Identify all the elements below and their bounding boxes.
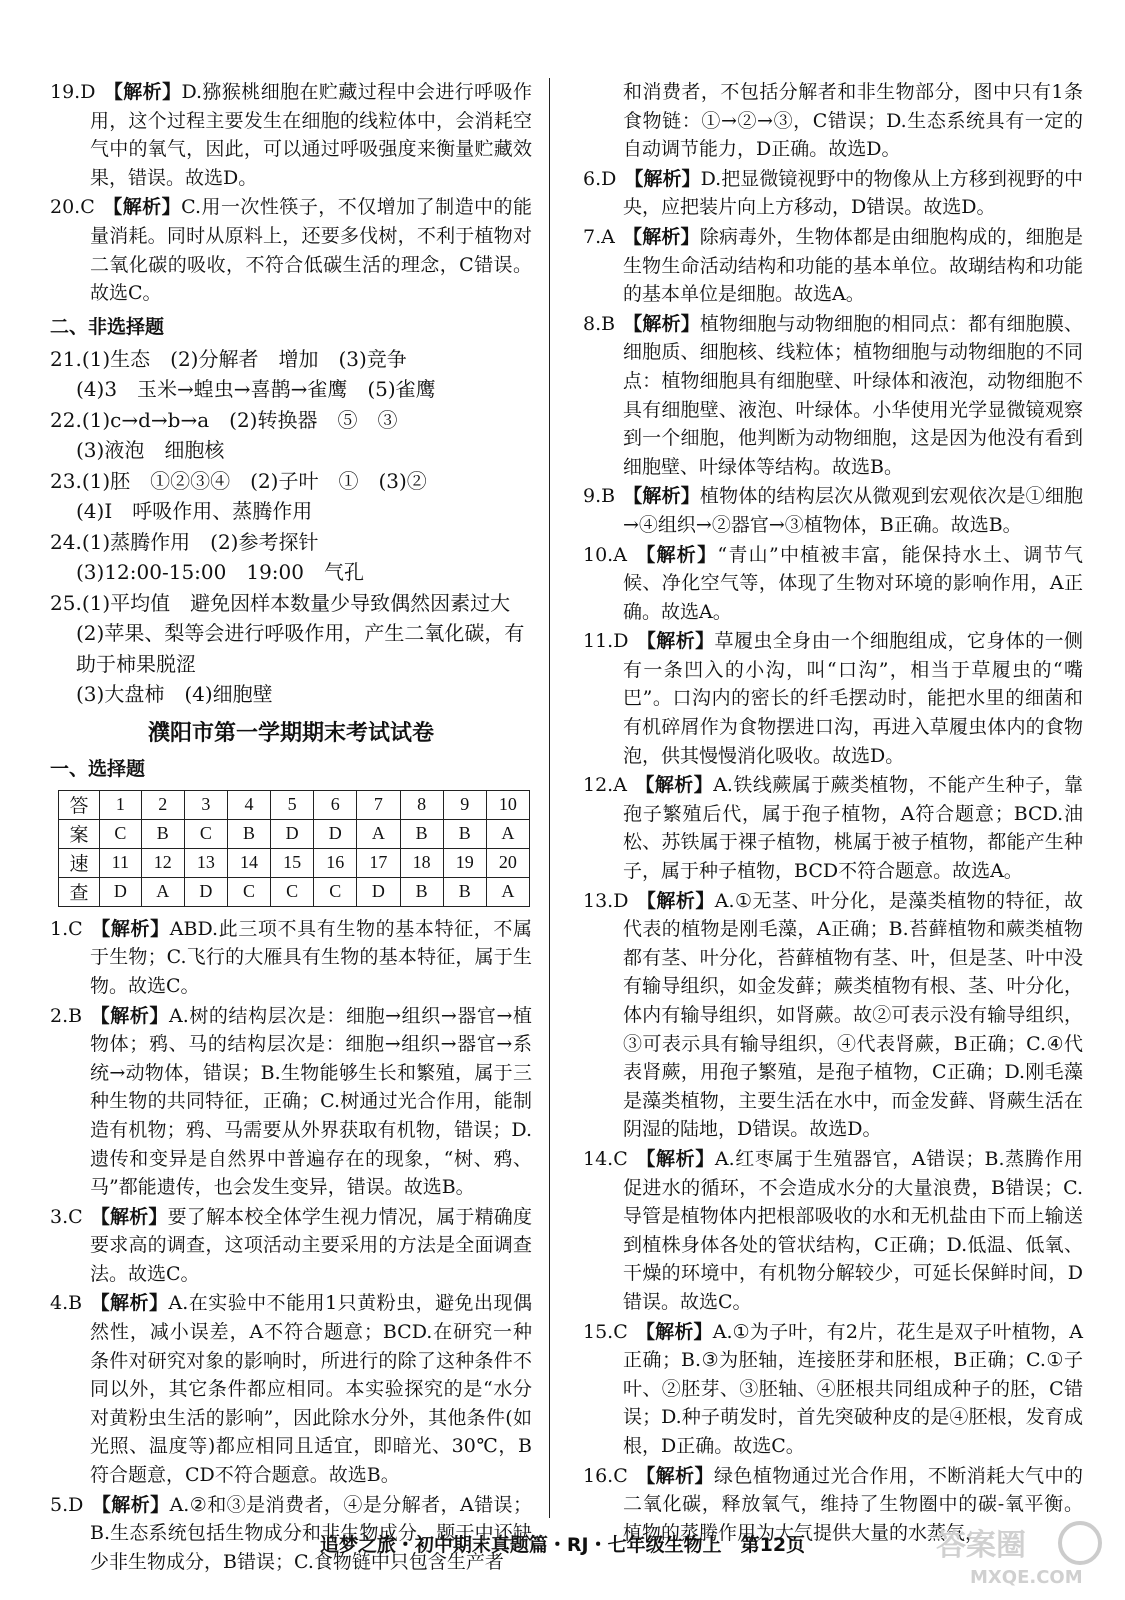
answer-text: (3)液泡 细胞核 — [76, 438, 225, 463]
answer-explanation — [50, 1002, 532, 1202]
answer-explanation — [50, 915, 532, 1001]
answer-explanation — [50, 1289, 532, 1489]
question-number: 22. — [50, 407, 82, 432]
fill-answer-line — [50, 374, 532, 405]
answer-explanation — [583, 627, 1083, 770]
fill-answer-line — [50, 588, 532, 619]
question-number: 9.B — [583, 485, 616, 508]
explanation-text: A.①为子叶，有2片，花生是双子叶植物，A正确；B.③为胚轴，连接胚芽和胚根，B正确；C.①子叶、②胚芽、③胚轴、④胚根共同组成种子的胚，C错误；D.种子萌发时，首先突破种皮的是④胚根，发育成根，D正确。故选C。 — [623, 1320, 1083, 1457]
q-answer: B — [227, 819, 270, 848]
fill-answer-line — [50, 405, 532, 436]
explanation-text: 和消费者，不包括分解者和非生物部分，图中只有1条食物链：①→②→③，C错误；D.生态系统具有一定的自动调节能力，D正确。故选D。 — [623, 81, 1083, 161]
q-num: 4 — [227, 790, 270, 819]
answer-explanation — [583, 887, 1083, 1144]
analysis-tag: 【解析】 — [90, 1004, 169, 1027]
analysis-tag: 【解析】 — [636, 630, 715, 653]
question-number: 20.C — [50, 196, 95, 219]
page-footer: 追梦之旅・初中期末真题篇・RJ・七年级生物上 第12页 — [319, 1534, 806, 1556]
q-answer: B — [141, 819, 184, 848]
q-num: 1 — [100, 790, 142, 819]
q-num: 13 — [184, 848, 227, 877]
answer-explanation — [583, 310, 1083, 482]
q-answer: D — [271, 819, 314, 848]
question-number: 5.D — [50, 1493, 84, 1516]
analysis-tag: 【解析】 — [634, 774, 714, 797]
answer-explanation — [50, 78, 532, 192]
q-num: 18 — [400, 848, 443, 877]
q-answer: A — [486, 877, 529, 906]
answer-text: (4)Ⅰ 呼吸作用、蒸腾作用 — [76, 499, 313, 524]
explanation-text: A.②和③是消费者，④是分解者，A错误；B.生态系统包括生物成分和非生物成分，题干中还缺少非生物成分，B错误；C.食物链中只包含生产者 — [90, 1493, 532, 1573]
answer-explanation — [583, 541, 1083, 627]
q-answer: D — [100, 877, 142, 906]
exam-title: 濮阳市第一学期期末考试试卷 — [147, 720, 434, 746]
answer-explanation — [50, 1203, 532, 1289]
q-num: 19 — [443, 848, 486, 877]
question-number: 3.C — [50, 1205, 83, 1228]
q-answer: B — [400, 819, 443, 848]
question-number: 13.D — [583, 889, 629, 912]
explanation-text: A.①无茎、叶分化，是藻类植物的特征，故代表的植物是刚毛藻，A正确；B.苔藓植物和蕨类植物都有茎、叶分化，苔藓植物有茎、叶，但是茎、叶中没有输导组织，如金发藓；蕨类植物有根、茎、叶分化，体内有输导组织，如肾蕨。故②可表示没有输导组织，③可表示具有输导组织，④代表肾蕨，B正确；C.④代表肾蕨，用孢子繁殖，是孢子植物，C正确；D.刚毛藻是藻类植物，主要生活在水中，而金发藓、肾蕨生活在阴湿的陆地，D错误。故选D。 — [623, 889, 1083, 1141]
analysis-tag: 【解析】 — [624, 167, 701, 190]
fill-answer-line — [50, 527, 532, 558]
answer-text: (3)12:00-15:00 19:00 气孔 — [76, 560, 364, 585]
q-num: 3 — [184, 790, 227, 819]
q-answer: C — [314, 877, 357, 906]
answer-explanation — [583, 482, 1083, 539]
fill-answer-line — [50, 557, 532, 588]
q-num: 9 — [443, 790, 486, 819]
question-number: 15.C — [583, 1320, 628, 1343]
question-number: 8.B — [583, 312, 616, 335]
analysis-tag: 【解析】 — [635, 1147, 715, 1170]
q-answer: A — [486, 819, 529, 848]
q-answer: B — [443, 877, 486, 906]
q-answer: A — [357, 819, 400, 848]
q-num: 2 — [141, 790, 184, 819]
question-number: 12.A — [583, 774, 627, 797]
q-num: 8 — [400, 790, 443, 819]
question-number: 7.A — [583, 225, 615, 248]
fill-answer-line — [50, 344, 532, 375]
fill-answer-line — [50, 496, 532, 527]
answer-text: (1)平均值 避免因样本数量少导致偶然因素过大 — [81, 590, 511, 615]
explanation-text: A.树的结构层次是：细胞→组织→器官→植物体；鸦、马的结构层次是：细胞→组织→器官→系统→动物体，错误；B.生物能够生长和繁殖，属于三种生物的共同特征，正确；C.树通过光合作用，能制造有机物；鸦、马需要从外界获取有机物，错误；D.遗传和变异是自然界中普遍存在的现象，“树、鸦、马”都能遗传，也会发生变异，错误。故选B。 — [90, 1004, 532, 1199]
watermark-text: 答案圈 — [936, 1528, 1026, 1563]
explanation-text: 植物体的结构层次从微观到宏观依次是①细胞→④组织→②器官→③植物体，B正确。故选B。 — [623, 485, 1083, 536]
q-answer: B — [400, 877, 443, 906]
right-column — [583, 78, 1083, 1548]
q-answer: C — [184, 819, 227, 848]
question-number: 14.C — [583, 1147, 628, 1170]
analysis-tag: 【解析】 — [102, 196, 182, 219]
explanation-text: D.猕猴桃细胞在贮藏过程中会进行呼吸作用，这个过程主要发生在细胞的线粒体中，会消耗空气中的氧气，因此，可以通过呼吸强度来衡量贮藏效果，错误。故选D。 — [90, 81, 532, 189]
answer-explanation — [583, 1145, 1083, 1317]
explanation-text: 植物细胞与动物细胞的相同点：都有细胞膜、细胞质、细胞核、线粒体；植物细胞与动物细胞的不同点：植物细胞具有细胞壁、叶绿体和液泡，动物细胞不具有细胞壁、液泡、叶绿体。小华使用光学显微镜观察到一个细胞，他判断为动物细胞，这是因为他没有看到细胞壁、叶绿体等结构。故选B。 — [623, 312, 1083, 478]
analysis-tag: 【解析】 — [623, 312, 700, 335]
answer-explanation — [583, 78, 1083, 164]
q-num: 15 — [271, 848, 314, 877]
question-number: 1.C — [50, 917, 83, 940]
explanation-text: 草履虫全身由一个细胞组成，它身体的一侧有一条凹入的小沟，叫“口沟”，相当于草履虫的“嘴巴”。口沟内的密长的纤毛摆动时，能把水里的细菌和有机碎屑作为食物摆进口沟，再进入草履虫体内的食物泡，供其慢慢消化吸收。故选D。 — [623, 630, 1083, 767]
fill-in-answers — [50, 344, 532, 710]
q-answer: B — [443, 819, 486, 848]
q-num: 5 — [271, 790, 314, 819]
answer-text: (2)苹果、梨等会进行呼吸作用，产生二氧化碳，有助于柿果脱涩 — [76, 621, 525, 676]
q-num: 7 — [357, 790, 400, 819]
q-answer: C — [100, 819, 142, 848]
answer-text: (1)胚 ①②③④ (2)子叶 ① (3)② — [81, 468, 427, 493]
section-nonchoice-heading: 二、非选择题 — [50, 315, 165, 338]
analysis-tag: 【解析】 — [634, 543, 718, 566]
table-head-char: 案 — [59, 819, 100, 848]
analysis-tag: 【解析】 — [635, 1464, 714, 1487]
answer-explanation — [583, 223, 1083, 309]
explanation-text: A.铁线蕨属于蕨类植物，不能产生种子，靠孢子繁殖后代，属于孢子植物，A符合题意；BCD.油松、苏铁属于裸子植物，桃属于被子植物，都能产生种子，属于种子植物，BCD不符合题意。故选A。 — [623, 774, 1083, 883]
fill-answer-line — [50, 618, 532, 679]
analysis-tag: 【解析】 — [635, 1320, 713, 1343]
q-answer: C — [227, 877, 270, 906]
answer-text: (3)大盘柿 (4)细胞壁 — [76, 682, 273, 707]
question-number: 11.D — [583, 630, 629, 653]
q-answer: D — [314, 819, 357, 848]
answer-table — [58, 790, 530, 907]
left-bottom-items — [50, 915, 532, 1577]
analysis-tag: 【解析】 — [622, 225, 700, 248]
answer-explanation — [583, 771, 1083, 885]
fill-answer-line — [50, 679, 532, 710]
question-number: 19.D — [50, 81, 96, 103]
watermark-logo — [930, 1515, 1105, 1590]
fill-answer-line — [50, 466, 532, 497]
table-head-char: 答 — [59, 790, 100, 819]
explanation-text: “青山”中植被丰富，能保持水土、调节气候、净化空气等，体现了生物对环境的影响作用，A正确。故选A。 — [623, 543, 1083, 623]
q-num: 11 — [100, 848, 142, 877]
q-num: 14 — [227, 848, 270, 877]
question-number: 2.B — [50, 1004, 83, 1027]
table-head-char: 查 — [59, 877, 100, 906]
section-choice-heading: 一、选择题 — [50, 757, 146, 780]
analysis-tag: 【解析】 — [90, 1292, 169, 1315]
q-num: 17 — [357, 848, 400, 877]
question-number: 23. — [50, 468, 82, 493]
answer-text: (4)3 玉米→蝗虫→喜鹊→雀鹰 (5)雀鹰 — [76, 377, 436, 402]
question-number: 21. — [50, 346, 82, 371]
question-number: 25. — [50, 590, 82, 615]
q-num: 20 — [486, 848, 529, 877]
q-num: 6 — [314, 790, 357, 819]
column-divider — [549, 78, 550, 1518]
analysis-tag: 【解析】 — [91, 1493, 170, 1516]
left-top-items — [50, 78, 532, 308]
explanation-text: 要了解本校全体学生视力情况，属于精确度要求高的调查，这项活动主要采用的方法是全面调查法。故选C。 — [90, 1205, 532, 1285]
explanation-text: 绿色植物通过光合作用，不断消耗大气中的二氧化碳，释放氧气，维持了生物圈中的碳-氧平衡。植物的蒸腾作用为大气提供大量的水蒸气， — [623, 1464, 1083, 1544]
q-answer: A — [141, 877, 184, 906]
answer-text: (1)蒸腾作用 (2)参考探针 — [81, 529, 319, 554]
question-number: 6.D — [583, 167, 617, 190]
q-num: 10 — [486, 790, 529, 819]
q-num: 16 — [314, 848, 357, 877]
explanation-text: A.在实验中不能用1只黄粉虫，避免出现偶然性，减小误差，A不符合题意；BCD.在研究一种条件对研究对象的影响时，所进行的除了这种条件不同以外，其它条件都应相同。本实验探究的是“水分对黄粉虫生活的影响”，因此除水分外，其他条件(如光照、温度等)都应相同且适宜，即暗光、30℃，B符合题意，CD不符合题意。故选B。 — [90, 1292, 532, 1487]
answer-explanation — [583, 1318, 1083, 1461]
right-items — [583, 78, 1083, 1547]
q-answer: C — [271, 877, 314, 906]
answer-text: (1)c→d→b→a (2)转换器 ⑤ ③ — [81, 407, 398, 432]
analysis-tag: 【解析】 — [623, 485, 700, 508]
analysis-tag: 【解析】 — [103, 81, 182, 103]
question-number: 10.A — [583, 543, 627, 566]
answer-text: (1)生态 (2)分解者 增加 (3)竞争 — [81, 346, 407, 371]
answer-explanation — [50, 193, 532, 307]
analysis-tag: 【解析】 — [636, 889, 715, 912]
question-number: 16.C — [583, 1464, 628, 1487]
question-number: 24. — [50, 529, 82, 554]
explanation-text: ABD.此三项不具有生物的基本特征，不属于生物；C.飞行的大雁具有生物的基本特征，属于生物。故选C。 — [90, 917, 532, 997]
question-number: 4.B — [50, 1292, 83, 1315]
fill-answer-line — [50, 435, 532, 466]
analysis-tag: 【解析】 — [90, 1205, 168, 1228]
explanation-text: A.红枣属于生殖器官，A错误；B.蒸腾作用促进水的循环，不会造成水分的大量浪费，B错误；C.导管是植物体内把根部吸收的水和无机盐由下而上输送到植株身体各处的管状结构，C正确；D.低温、低氧、干燥的环境中，有机物分解较少，可延长保鲜时间，D错误。故选C。 — [623, 1147, 1083, 1313]
q-answer: D — [357, 877, 400, 906]
left-column — [50, 78, 532, 1577]
q-num: 12 — [141, 848, 184, 877]
q-answer: D — [184, 877, 227, 906]
answer-explanation — [583, 165, 1083, 222]
explanation-text: 除病毒外，生物体都是由细胞构成的，细胞是生物生命活动结构和功能的基本单位。故瑚结构和功能的基本单位是细胞。故选A。 — [623, 225, 1083, 306]
analysis-tag: 【解析】 — [90, 917, 170, 940]
watermark-url: MXQE.COM — [970, 1567, 1083, 1588]
explanation-text: C.用一次性筷子，不仅增加了制造中的能量消耗。同时从原料上，还要多伐树，不利于植物对二氧化碳的吸收，不符合低碳生活的理念，C错误。故选C。 — [90, 196, 532, 305]
table-head-char: 速 — [59, 848, 100, 877]
explanation-text: D.把显微镜视野中的物像从上方移到视野的中央，应把装片向上方移动，D错误。故选D。 — [623, 167, 1083, 219]
